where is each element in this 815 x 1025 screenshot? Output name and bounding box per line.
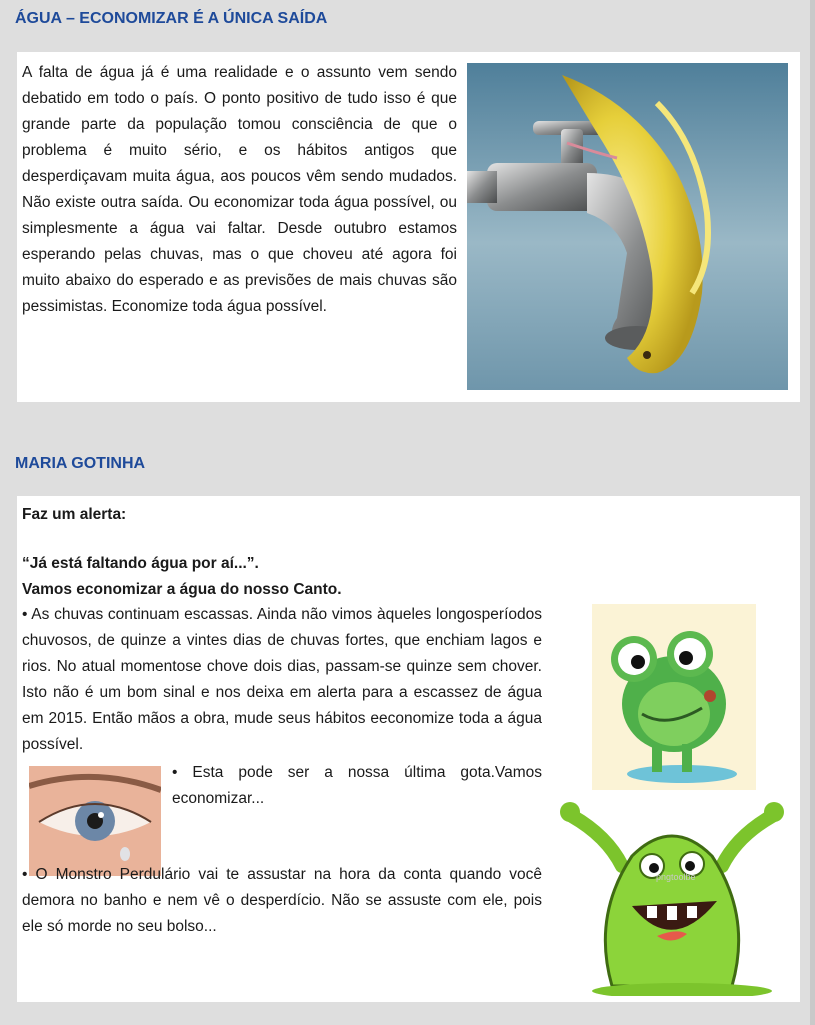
subheading: Vamos economizar a água do nosso Canto.	[22, 581, 342, 598]
section-agua-body: A falta de água já é uma realidade e o assunto vem sendo debatido em todo o país. O ponto positivo de tudo isso é que grande parte da população tomou consciência de que o problema é muito sério, e os hábitos antigos que desperdiçavam muita água, aos poucos vêm sendo mudados. Não existe outra saída. Ou economizar toda água possível, ou simplesmente a água vai faltar. Desde outubro estamos esperando pelas chuvas, mas o que choveu até agora foi muito abaixo do esperado e as previsões de mais chuvas são pessimistas. Economize toda água possível.	[22, 64, 457, 315]
monster-watermark: pngtoolbe	[656, 872, 696, 882]
teary-eye-image	[29, 766, 161, 876]
quote-text: “Já está faltando água por aí...”.	[22, 555, 259, 572]
section-title-agua: ÁGUA – ECONOMIZAR É A ÚNICA SAÍDA	[15, 10, 328, 27]
bullet-monster: • O Monstro Perdulário vai te assustar na hora da conta quando você demora no banho e nem vê o desperdício. Não se assuste com ele, pois ele só morde no seu bolso...	[22, 866, 542, 935]
section-maria-panel	[17, 496, 800, 1002]
right-edge-strip	[810, 0, 815, 1025]
alert-heading: Faz um alerta:	[22, 506, 127, 523]
green-monster-image	[552, 796, 792, 996]
bullet-rain: • As chuvas continuam escassas. Ainda não vimos àqueles longosperíodos chuvosos, de quinze a vintes dias de chuvas fortes, que enchiam lagos e rios. No atual momentose chove dois dias, passam-se quinze sem chover. Isto não é um bom sinal e nos deixa em alerta para a escassez de água em 2015. Então mãos a obra, mude seus hábitos eeconomize toda a água possível.	[22, 606, 542, 753]
section-agua-panel	[17, 52, 800, 402]
frog-character-image	[592, 604, 756, 790]
bullet-last-drop: • Esta pode ser a nossa última gota.Vamos economizar...	[172, 764, 542, 807]
faucet-bird-image	[467, 63, 788, 390]
section-title-maria-gotinha: MARIA GOTINHA	[15, 455, 146, 472]
